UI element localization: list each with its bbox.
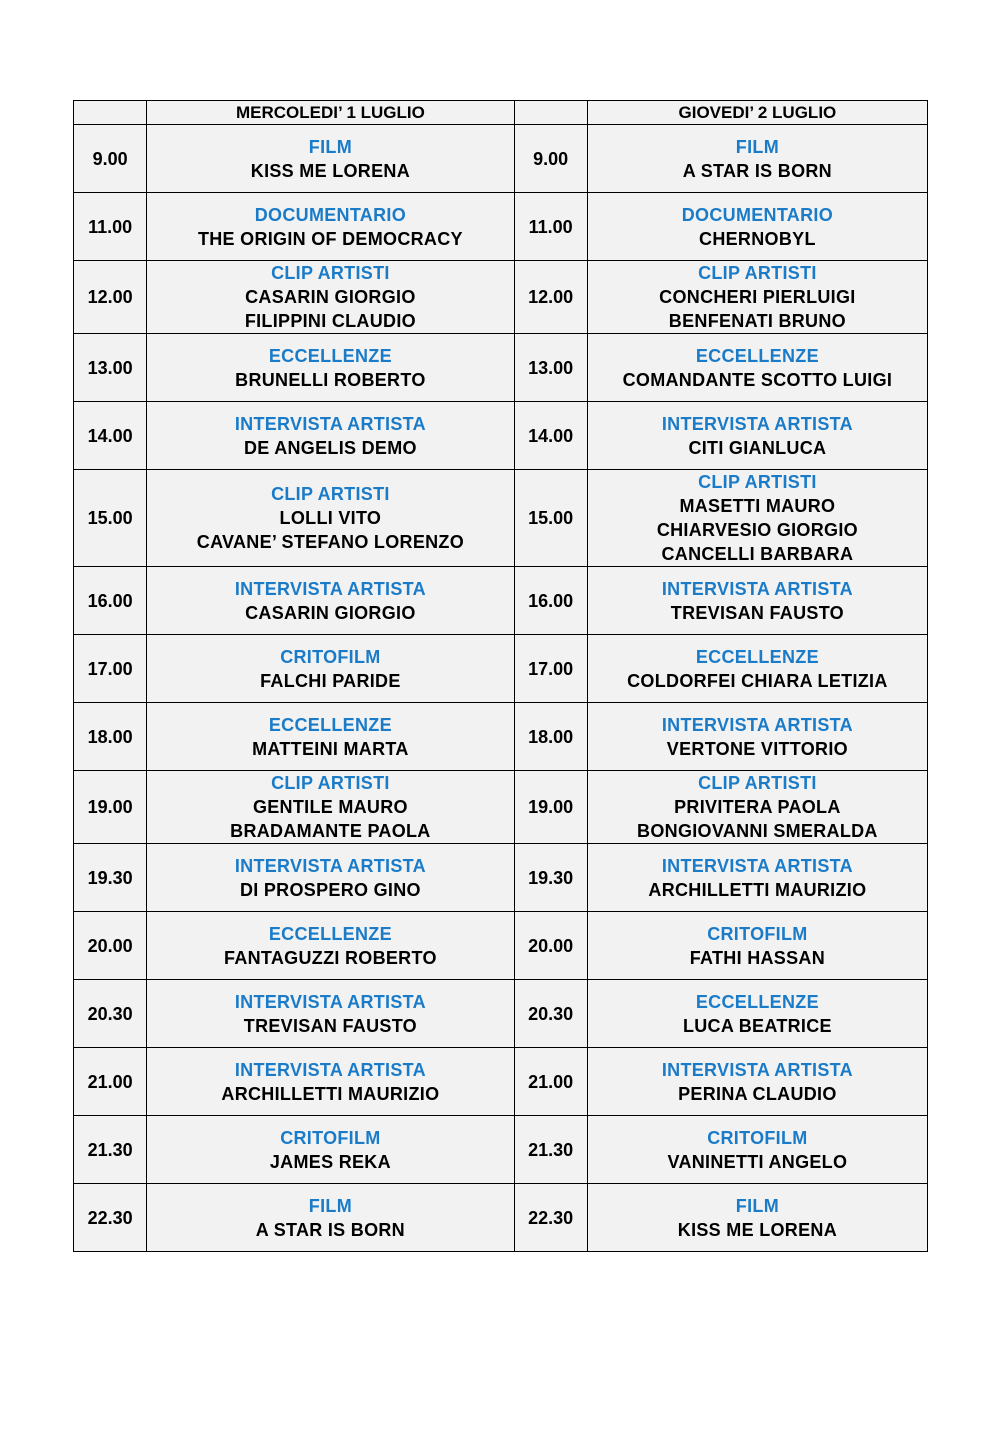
program-category: CRITOFILM [707, 923, 808, 944]
day2-program-cell [587, 1184, 927, 1252]
program-category: INTERVISTA ARTISTA [661, 578, 853, 599]
day2-time-cell: 14.00 [514, 402, 587, 470]
day1-time-cell: 13.00 [74, 334, 147, 402]
program-title: LUCA BEATRICE [682, 1015, 832, 1036]
program-title: GENTILE MAURO [252, 797, 408, 817]
day2-program-cell [587, 980, 927, 1048]
day1-time-cell: 21.00 [74, 1048, 147, 1116]
schedule-row [74, 402, 928, 470]
program-title: FATHI HASSAN [689, 947, 826, 968]
program-title: LOLLI VITO [279, 508, 382, 528]
program-title: MATTEINI MARTA [252, 738, 409, 759]
day2-program-cell [587, 125, 927, 193]
day1-program-cell [147, 635, 514, 703]
program-title: ARCHILLETTI MAURIZIO [221, 1083, 440, 1104]
schedule-row [74, 844, 928, 912]
header-row [74, 101, 928, 125]
program-title: JAMES REKA [269, 1151, 391, 1172]
day2-program-cell [587, 334, 927, 402]
schedule-row [74, 261, 928, 334]
day2-time-cell: 19.00 [514, 771, 587, 844]
program-title: A STAR IS BORN [255, 1219, 405, 1240]
program-title: KISS ME LORENA [677, 1219, 837, 1240]
day1-time-cell: 17.00 [74, 635, 147, 703]
schedule-row [74, 193, 928, 261]
day2-time-cell: 15.00 [514, 470, 587, 567]
program-title: CAVANE’ STEFANO LORENZO [196, 532, 465, 552]
program-category: INTERVISTA ARTISTA [234, 578, 426, 599]
day2-program-cell [587, 703, 927, 771]
day2-time-cell: 21.30 [514, 1116, 587, 1184]
program-title: FILIPPINI CLAUDIO [244, 311, 416, 331]
program-category: INTERVISTA ARTISTA [234, 413, 426, 434]
day1-program-cell [147, 334, 514, 402]
program-category: CLIP ARTISTI [271, 484, 390, 504]
day2-program-cell [587, 261, 927, 334]
day1-time-cell: 20.30 [74, 980, 147, 1048]
program-title: CANCELLI BARBARA [661, 544, 854, 564]
day2-time-cell: 18.00 [514, 703, 587, 771]
program-category: CRITOFILM [280, 1127, 381, 1148]
program-category: INTERVISTA ARTISTA [661, 714, 853, 735]
program-category: CRITOFILM [280, 646, 381, 667]
day2-time-cell: 13.00 [514, 334, 587, 402]
schedule-row [74, 912, 928, 980]
schedule-row [74, 1048, 928, 1116]
program-title: PRIVITERA PAOLA [674, 797, 841, 817]
program-title: BENFENATI BRUNO [668, 311, 846, 331]
program-category: CLIP ARTISTI [271, 263, 390, 283]
day2-time-cell: 17.00 [514, 635, 587, 703]
program-title: FANTAGUZZI ROBERTO [224, 947, 437, 968]
schedule-row [74, 635, 928, 703]
program-title: BRUNELLI ROBERTO [235, 369, 426, 390]
program-category: ECCELLENZE [695, 991, 819, 1012]
program-title: PERINA CLAUDIO [678, 1083, 837, 1104]
day1-time-cell: 19.00 [74, 771, 147, 844]
day2-header: GIOVEDI’ 2 LUGLIO [587, 101, 927, 125]
day2-program-cell [587, 1116, 927, 1184]
schedule-row [74, 334, 928, 402]
schedule-row [74, 980, 928, 1048]
program-category: INTERVISTA ARTISTA [661, 1059, 853, 1080]
program-category: ECCELLENZE [268, 923, 392, 944]
program-title: COMANDANTE SCOTTO LUIGI [622, 369, 893, 390]
schedule-body [74, 125, 928, 1252]
program-category: ECCELLENZE [695, 646, 819, 667]
program-title: VANINETTI ANGELO [667, 1151, 848, 1172]
day1-program-cell [147, 470, 514, 567]
time-header-empty-1 [74, 101, 147, 125]
day1-time-cell: 9.00 [74, 125, 147, 193]
schedule-row [74, 1116, 928, 1184]
day2-time-cell: 16.00 [514, 567, 587, 635]
schedule-table [73, 100, 928, 1252]
day1-program-cell [147, 261, 514, 334]
program-title: MASETTI MAURO [679, 496, 836, 516]
day1-program-cell [147, 912, 514, 980]
program-category: ECCELLENZE [268, 345, 392, 366]
day2-time-cell: 19.30 [514, 844, 587, 912]
schedule-row [74, 1184, 928, 1252]
day1-program-cell [147, 193, 514, 261]
day2-time-cell: 9.00 [514, 125, 587, 193]
program-title: CASARIN GIORGIO [245, 287, 416, 307]
day1-program-cell [147, 980, 514, 1048]
program-category: INTERVISTA ARTISTA [661, 413, 853, 434]
day1-program-cell [147, 1048, 514, 1116]
day2-time-cell: 20.30 [514, 980, 587, 1048]
program-category: CLIP ARTISTI [271, 773, 390, 793]
day2-time-cell: 22.30 [514, 1184, 587, 1252]
day1-time-cell: 20.00 [74, 912, 147, 980]
schedule-row [74, 567, 928, 635]
day2-program-cell [587, 470, 927, 567]
day1-program-cell [147, 703, 514, 771]
day1-time-cell: 15.00 [74, 470, 147, 567]
day1-program-cell [147, 1184, 514, 1252]
day1-program-cell [147, 844, 514, 912]
day1-program-cell [147, 771, 514, 844]
program-title: THE ORIGIN OF DEMOCRACY [197, 228, 463, 249]
program-title: VERTONE VITTORIO [666, 738, 848, 759]
program-title: TREVISAN FAUSTO [670, 602, 844, 623]
day2-program-cell [587, 635, 927, 703]
program-title: FALCHI PARIDE [260, 670, 401, 691]
program-category: INTERVISTA ARTISTA [234, 1059, 426, 1080]
day2-time-cell: 20.00 [514, 912, 587, 980]
program-category: FILM [308, 136, 352, 157]
program-title: KISS ME LORENA [250, 160, 410, 181]
program-category: ECCELLENZE [695, 345, 819, 366]
program-category: INTERVISTA ARTISTA [234, 855, 426, 876]
program-title: COLDORFEI CHIARA LETIZIA [627, 670, 888, 691]
program-title: ARCHILLETTI MAURIZIO [648, 879, 867, 900]
program-category: CLIP ARTISTI [698, 472, 817, 492]
program-category: CLIP ARTISTI [698, 773, 817, 793]
day2-program-cell [587, 402, 927, 470]
day1-program-cell [147, 567, 514, 635]
schedule-row [74, 703, 928, 771]
day2-time-cell: 12.00 [514, 261, 587, 334]
program-category: FILM [308, 1195, 352, 1216]
program-category: FILM [735, 136, 779, 157]
program-title: CASARIN GIORGIO [245, 602, 416, 623]
day2-time-cell: 11.00 [514, 193, 587, 261]
program-title: CITI GIANLUCA [688, 437, 827, 458]
day2-program-cell [587, 844, 927, 912]
day1-time-cell: 11.00 [74, 193, 147, 261]
day2-program-cell [587, 771, 927, 844]
program-title: BONGIOVANNI SMERALDA [637, 821, 878, 841]
day2-program-cell [587, 193, 927, 261]
schedule-row [74, 470, 928, 567]
day1-time-cell: 16.00 [74, 567, 147, 635]
program-category: INTERVISTA ARTISTA [234, 991, 426, 1012]
program-title: BRADAMANTE PAOLA [230, 821, 431, 841]
program-category: ECCELLENZE [268, 714, 392, 735]
program-title: DE ANGELIS DEMO [243, 437, 417, 458]
program-title: A STAR IS BORN [682, 160, 832, 181]
program-title: TREVISAN FAUSTO [243, 1015, 417, 1036]
day1-program-cell [147, 125, 514, 193]
program-title: CHERNOBYL [699, 228, 816, 249]
program-title: DI PROSPERO GINO [239, 879, 421, 900]
program-category: CRITOFILM [707, 1127, 808, 1148]
program-category: CLIP ARTISTI [698, 263, 817, 283]
day1-program-cell [147, 1116, 514, 1184]
day2-program-cell [587, 1048, 927, 1116]
program-category: DOCUMENTARIO [254, 204, 407, 225]
day1-header: MERCOLEDI’ 1 LUGLIO [147, 101, 514, 125]
day1-time-cell: 14.00 [74, 402, 147, 470]
day2-program-cell [587, 912, 927, 980]
time-header-empty-2 [514, 101, 587, 125]
day1-time-cell: 19.30 [74, 844, 147, 912]
day1-time-cell: 21.30 [74, 1116, 147, 1184]
day1-time-cell: 18.00 [74, 703, 147, 771]
schedule-row [74, 125, 928, 193]
program-category: INTERVISTA ARTISTA [661, 855, 853, 876]
day1-time-cell: 12.00 [74, 261, 147, 334]
day2-time-cell: 21.00 [514, 1048, 587, 1116]
program-title: CONCHERI PIERLUIGI [659, 287, 856, 307]
day1-program-cell [147, 402, 514, 470]
program-category: DOCUMENTARIO [681, 204, 834, 225]
schedule-row [74, 771, 928, 844]
day1-time-cell: 22.30 [74, 1184, 147, 1252]
program-title: CHIARVESIO GIORGIO [656, 520, 858, 540]
program-category: FILM [735, 1195, 779, 1216]
day2-program-cell [587, 567, 927, 635]
